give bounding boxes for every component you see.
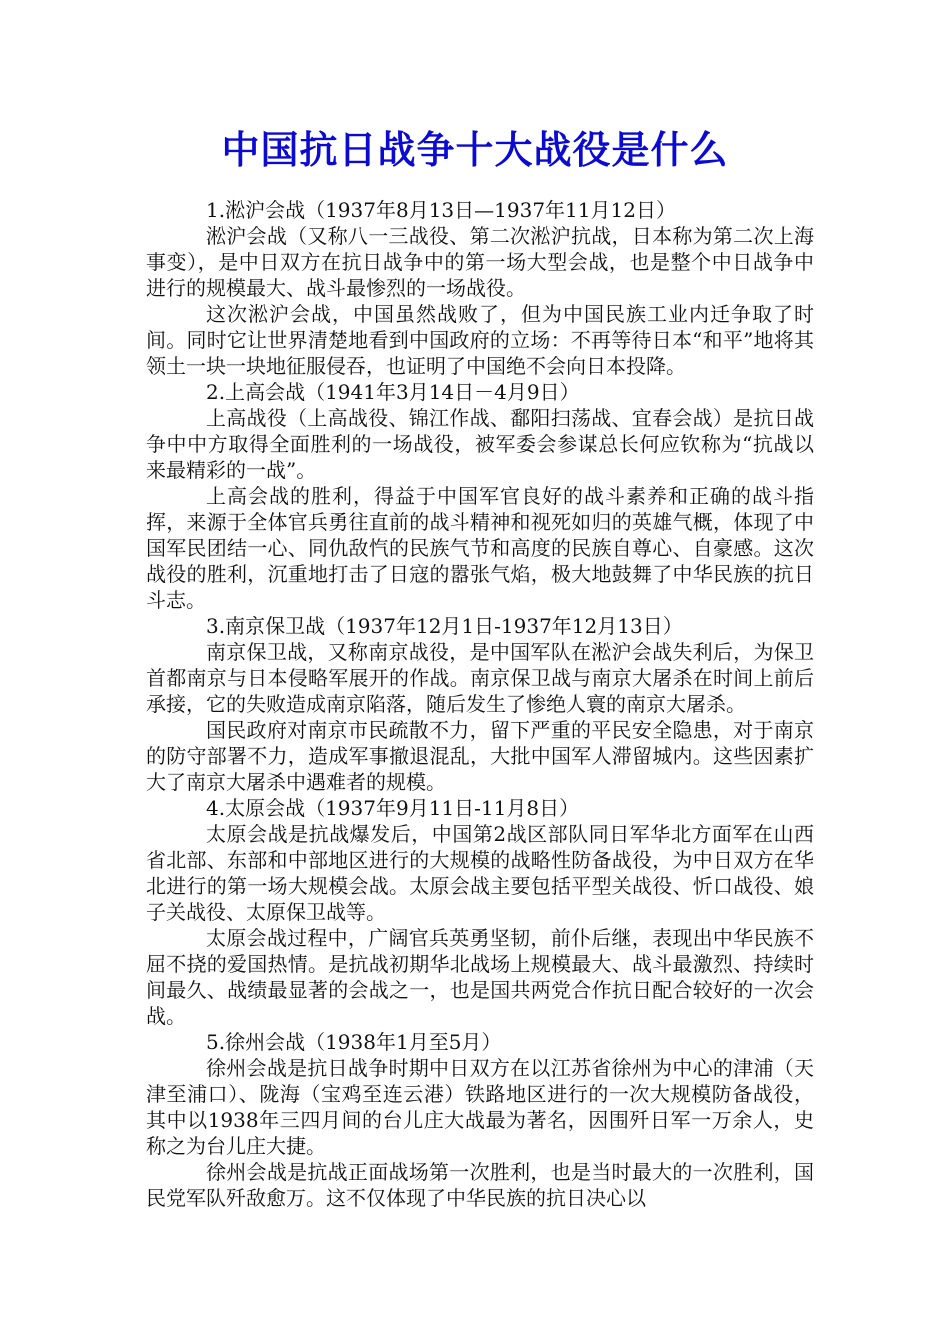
paragraph: 淞沪会战（又称八一三战役、第二次淞沪抗战，日本称为第二次上海事变），是中日双方在抗日战争中的第一场大型会战，也是整个中日战争中进行的规模最大、战斗最惨烈的一场战役。 — [146, 224, 814, 300]
section-2 — [146, 379, 814, 613]
section-heading: 3.南京保卫战（1937年12月1日-1937年12月13日） — [206, 614, 683, 638]
paragraph: 太原会战是抗战爆发后，中国第2战区部队同日军华北方面军在山西省北部、东部和中部地区进行的大规模的战略性防备战役，为中日双方在华北进行的第一场大规模会战。太原会战主要包括平型关战役、忻口战役、娘子关战役、太原保卫战等。 — [146, 822, 814, 924]
section-3 — [146, 613, 814, 795]
section-5 — [146, 1029, 814, 1211]
section-heading: 5.徐州会战（1938年1月至5月） — [206, 1030, 502, 1054]
paragraph: 国民政府对南京市民疏散不力，留下严重的平民安全隐患，对于南京的防守部署不力，造成军事撤退混乱，大批中国军人滞留城内。这些因素扩大了南京大屠杀中遇难者的规模。 — [146, 718, 814, 794]
document-title: 中国抗日战争十大战役是什么 — [221, 128, 729, 172]
paragraph: 上高战役（上高战役、锦江作战、鄱阳扫荡战、宜春会战）是抗日战争中中方取得全面胜利的一场战役，被军委会参谋总长何应钦称为“抗战以来最精彩的一战”。 — [146, 406, 814, 482]
section-1 — [146, 197, 814, 379]
section-heading: 4.太原会战（1937年9月11日-11月8日） — [206, 796, 580, 820]
section-4 — [146, 795, 814, 1029]
document-body — [146, 197, 814, 1211]
paragraph: 南京保卫战，又称南京战役，是中国军队在淞沪会战失利后，为保卫首都南京与日本侵略军展开的作战。南京保卫战与南京大屠杀在时间上前后承接，它的失败造成南京陷落，随后发生了惨绝人寰的南京大屠杀。 — [146, 640, 814, 716]
paragraph: 上高会战的胜利，得益于中国军官良好的战斗素养和正确的战斗指挥，来源于全体官兵勇往直前的战斗精神和视死如归的英雄气概，体现了中国军民团结一心、同仇敌忾的民族气节和高度的民族自尊心、自豪感。这次战役的胜利，沉重地打击了日寇的嚣张气焰，极大地鼓舞了中华民族的抗日斗志。 — [146, 484, 814, 612]
paragraph: 徐州会战是抗日战争时期中日双方在以江苏省徐州为中心的津浦（天津至浦口）、陇海（宝鸡至连云港）铁路地区进行的一次大规模防备战役，其中以1938年三四月间的台儿庄大战最为著名，因围歼日军一万余人，史称之为台儿庄大捷。 — [146, 1056, 814, 1158]
paragraph: 徐州会战是抗战正面战场第一次胜利，也是当时最大的一次胜利，国民党军队歼敌愈万。这不仅体现了中华民族的抗日决心以 — [146, 1160, 814, 1210]
section-heading: 1.淞沪会战（1937年8月13日—1937年11月12日） — [206, 198, 676, 222]
paragraph: 这次淞沪会战，中国虽然战败了，但为中国民族工业内迁争取了时间。同时它让世界清楚地看到中国政府的立场：不再等待日本“和平”地将其领土一块一块地征服侵吞，也证明了中国绝不会向日本投降。 — [146, 302, 814, 378]
paragraph: 太原会战过程中，广阔官兵英勇坚韧，前仆后继，表现出中华民族不屈不挠的爱国热情。是抗战初期华北战场上规模最大、战斗最激烈、持续时间最久、战绩最显著的会战之一，也是国共两党合作抗日配合较好的一次会战。 — [146, 926, 814, 1028]
section-heading: 2.上高会战（1941年3月14日－4月9日） — [206, 380, 580, 404]
